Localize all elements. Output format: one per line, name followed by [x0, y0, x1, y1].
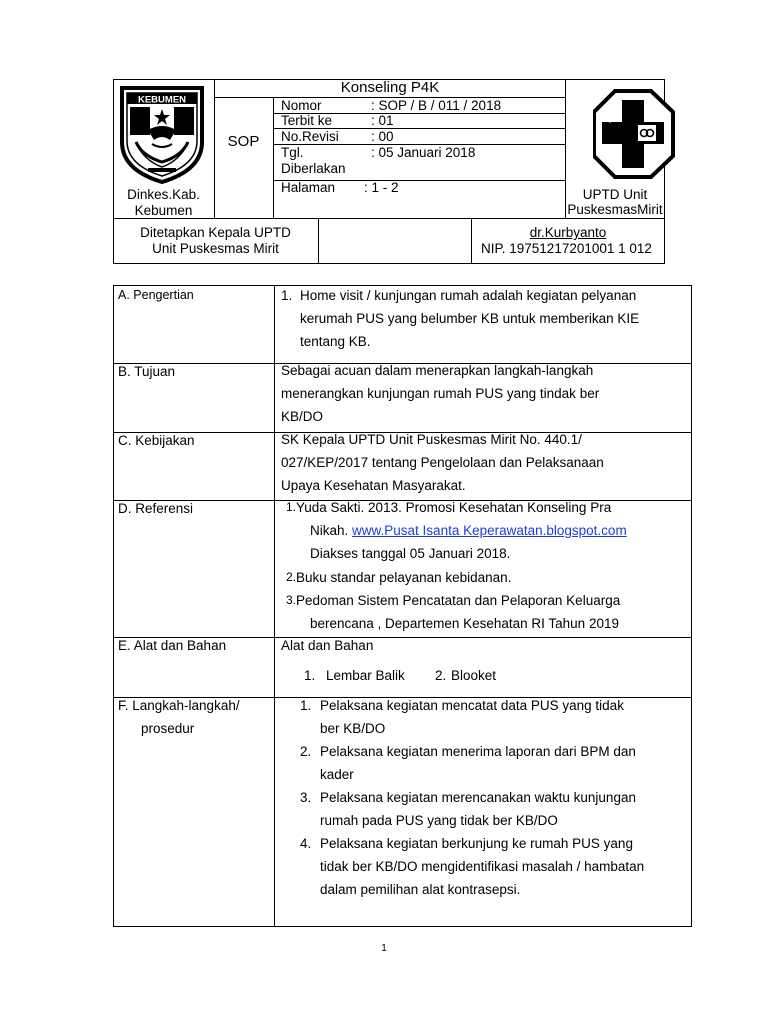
section-c-line3: Upaya Kesehatan Masyarakat. — [281, 478, 466, 493]
field-label-tgl: Tgl. — [281, 145, 304, 160]
step4-line2: tidak ber KB/DO mengidentifikasi masalah / hambatan — [320, 859, 645, 874]
section-b-line1: Sebagai acuan dalam menerapkan langkah-langkah — [281, 363, 594, 378]
step2-line2: kader — [320, 767, 354, 782]
section-c-label: C. Kebijakan — [118, 433, 195, 448]
step3-line2: rumah pada PUS yang tidak ber KB/DO — [320, 813, 558, 828]
step1-number: 1. — [300, 698, 312, 713]
signer-nip: NIP. 19751217201001 1 012 — [481, 241, 652, 256]
section-b-line3: KB/DO — [281, 409, 324, 424]
ref1-line1: Yuda Sakti. 2013. Promosi Kesehatan Konseling Pra — [296, 500, 612, 515]
right-org-line2: PuskesmasMirit — [567, 202, 663, 217]
field-value-nomor: : SOP / B / 011 / 2018 — [371, 98, 502, 113]
sop-label: SOP — [227, 133, 260, 150]
section-d-label: D. Referensi — [118, 501, 194, 516]
kebumen-crest-logo — [118, 84, 206, 184]
item2-text: Blooket — [451, 668, 497, 683]
section-a-label: A. Pengertian — [118, 288, 194, 302]
section-f-label-line2: prosedur — [141, 721, 195, 736]
field-label-nomor: Nomor — [281, 98, 322, 113]
field-value-halaman: : 1 - 2 — [364, 180, 399, 195]
ref1-line2-prefix: Nikah. — [310, 523, 353, 538]
step3-line1: Pelaksana kegiatan merencanakan waktu kunjungan — [320, 790, 636, 805]
step1-line1: Pelaksana kegiatan mencatat data PUS yang tidak — [320, 698, 624, 713]
section-a-line3: tentang KB. — [300, 334, 371, 349]
ref1-line2 — [310, 519, 627, 542]
stipulated-line2: Unit Puskesmas Mirit — [152, 241, 279, 256]
section-e-heading: Alat dan Bahan — [281, 638, 374, 653]
step4-number: 4. — [300, 836, 312, 851]
crest-banner-text: KEBUMEN — [137, 94, 187, 106]
ref1-link[interactable]: www.Pusat Isanta Keperawatan.blogspot.com — [352, 523, 627, 538]
field-label-diberlakan: Diberlakan — [281, 161, 346, 176]
stipulated-line1: Ditetapkan Kepala UPTD — [140, 225, 291, 240]
right-org-line1: UPTD Unit — [582, 187, 648, 202]
item1-text: Lembar Balik — [326, 668, 405, 683]
section-b-label: B. Tujuan — [118, 364, 176, 379]
ref3-line1: Pedoman Sistem Pencatatan dan Pelaporan Keluarga — [296, 593, 621, 608]
field-value-revisi: : 00 — [371, 129, 394, 144]
section-a-line2: kerumah PUS yang belumber KB untuk memberikan KIE — [300, 311, 640, 326]
step2-line1: Pelaksana kegiatan menerima laporan dari BPM dan — [320, 744, 636, 759]
section-e-label: E. Alat dan Bahan — [118, 638, 227, 653]
item2-number: 2. — [435, 668, 447, 683]
section-c-line2: 027/KEP/2017 tentang Pengelolaan dan Pelaksanaan — [281, 455, 604, 470]
section-f-label-line1: F. Langkah-langkah/ — [118, 698, 240, 713]
field-label-terbit: Terbit ke — [281, 113, 333, 128]
left-org-line2: Kebumen — [134, 203, 193, 218]
field-label-revisi: No.Revisi — [281, 129, 339, 144]
ref2-text: Buku standar pelayanan kebidanan. — [296, 570, 512, 585]
document-title: Konseling P4K — [340, 79, 440, 96]
signer-name: dr.Kurbyanto — [529, 225, 607, 240]
field-label-halaman: Halaman — [281, 180, 336, 195]
left-org-line1: Dinkes.Kab. — [127, 187, 200, 202]
step3-number: 3. — [300, 790, 312, 805]
page-number: 1 — [381, 943, 387, 954]
section-a-number: 1. — [281, 288, 293, 303]
step2-number: 2. — [300, 744, 312, 759]
puskesmas-logo — [593, 88, 685, 182]
ref3-line2: berencana , Departemen Kesehatan RI Tahun 2019 — [310, 616, 619, 631]
step4-line3: dalam pemilihan alat kontrasepsi. — [320, 882, 521, 897]
section-b-line2: menerangkan kunjungan rumah PUS yang tindak ber — [281, 386, 600, 401]
ref2-number: 2. — [286, 570, 297, 584]
ref3-number: 3. — [286, 593, 297, 607]
step4-line1: Pelaksana kegiatan berkunjung ke rumah PUS yang — [320, 836, 633, 851]
section-a-line1: Home visit / kunjungan rumah adalah kegiatan pelyanan — [300, 288, 637, 303]
section-c-line1: SK Kepala UPTD Unit Puskesmas Mirit No. 440.1/ — [281, 432, 582, 447]
field-value-tgl: : 05 Januari 2018 — [371, 145, 476, 160]
ref1-number: 1. — [286, 500, 297, 514]
step1-line2: ber KB/DO — [320, 721, 386, 736]
item1-number: 1. — [304, 668, 316, 683]
ref1-line3: Diakses tanggal 05 Januari 2018. — [310, 546, 511, 561]
field-value-terbit: : 01 — [371, 113, 394, 128]
